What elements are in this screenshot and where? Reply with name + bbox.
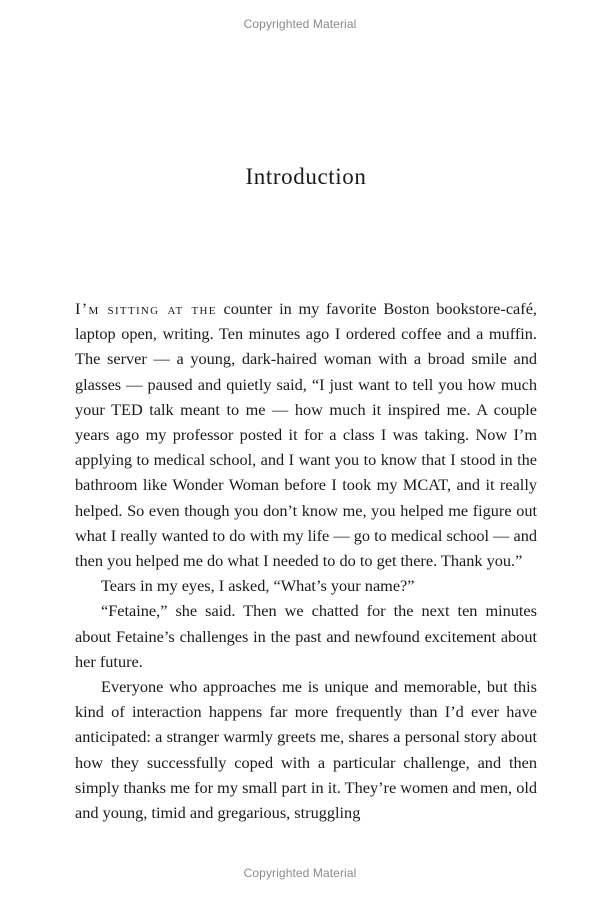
paragraph-1 [75,296,537,573]
copyright-watermark-top: Copyrighted Material [243,17,357,31]
chapter-title: Introduction [245,164,367,189]
paragraph-3: “Fetaine,” she said. Then we chatted for the next ten minutes about Fetaine’s challenges in the past and newfound excitement about her future. [75,601,537,671]
paragraph-1-text: counter in my favorite Boston bookstore-café, laptop open, writing. Ten minutes ago I ordered coffee and a muffin. The server — a young, dark-haired woman with a broad smile and glasses — paused and quietly said, “I just want to tell you how much your TED talk meant to me — how much it inspired me. A couple years ago my professor posted it for a class I was taking. Now I’m applying to medical school, and I want you to know that I stood in the bathroom like Wonder Woman before I took my MCAT, and it really helped. So even though you don’t know me, you helped me figure out what I really wanted to do with my life — go to medical school — and then you helped me do what I needed to do to get there. Thank you.” [75,299,537,571]
small-caps-lead-in: I’m sitting at the [75,299,217,318]
copyright-watermark-bottom: Copyrighted Material [243,866,357,880]
paragraph-4: Everyone who approaches me is unique and memorable, but this kind of interaction happens far more frequently than I’d ever have anticipated: a stranger warmly greets me, shares a personal story about how they successfully coped with a particular challenge, and then simply thanks me for my small part in it. They’re women and men, old and young, timid and gregarious, struggling [75,677,537,823]
body-text [75,296,537,825]
paragraph-2: Tears in my eyes, I asked, “What’s your name?” [101,576,415,596]
